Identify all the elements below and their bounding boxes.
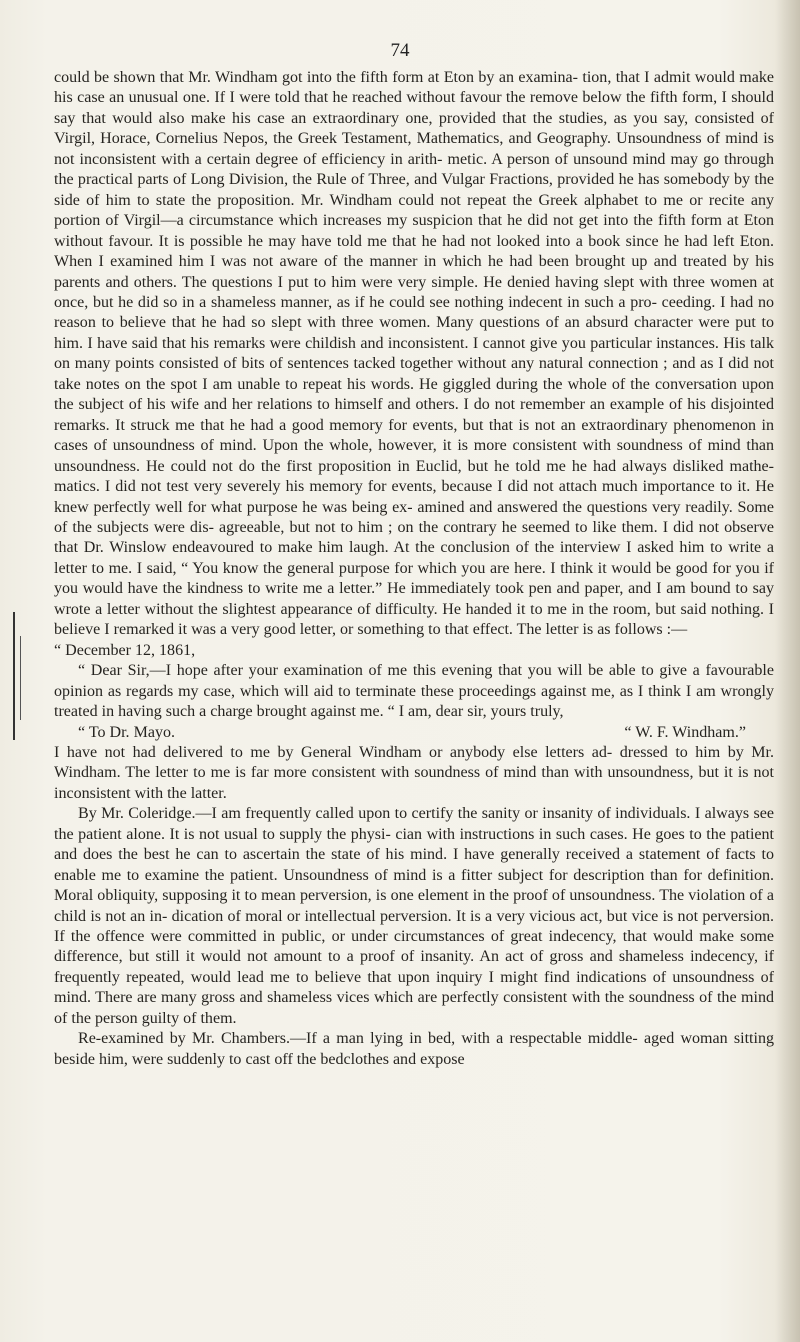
letter-signoff-line (54, 723, 774, 743)
letter-signature: “ W. F. Windham.” (624, 723, 746, 741)
letter-body: “ Dear Sir,—I hope after your examination of me this evening that you will be able to give a favourable opinion as regards my case, which will aid to terminate these proceedings against me, as I think I am wrongly treated in having such a charge brought against me. “ I am, dear sir, yours truly, (54, 662, 774, 721)
paragraph-coleridge: By Mr. Coleridge.—I am frequently called upon to certify the sanity or insanity of individuals. I always see the patient alone. It is not usual to supply the physi- cian with instructions in such cases. He goes to the patient and does the best he can to ascertain the state of his mind. I have generally received a statement of facts to enable me to examine the patient. Unsoundness of mind is a fitter subject for description than for definition. Moral obliquity, supposing it to mean perversion, is one element in the proof of unsoundness. The violation of a child is not an in- dication of moral or intellectual perversion. It is a very vicious act, but vice is not perversion. If the offence were committed in public, or under circumstances of great indecency, that would make some difference, but still it would not amount to a proof of insanity. An act of gross and shameless indecency, if frequently repeated, would lead me to believe that upon inquiry I might find indications of unsoundness of mind. There are many gross and shameless vices which are perfectly consistent with the soundness of the mind of the person guilty of them. (54, 805, 774, 1027)
letter-addressee: “ To Dr. Mayo. (78, 723, 175, 741)
paragraph-chambers: Re-examined by Mr. Chambers.—If a man lying in bed, with a respectable middle- aged woman sitting beside him, were suddenly to cast off the bedclothes and expose (54, 1030, 774, 1068)
letter-date: “ December 12, 1861, (54, 641, 196, 659)
page-edge-shadow (774, 0, 800, 1342)
margin-bracket-inner-mark (20, 636, 27, 720)
paragraph-after-letter: I have not had delivered to me by General Windham or anybody else letters ad- dressed to him by Mr. Windham. The letter to me is far more consistent with soundness of mind than with unsoundness, but it is not inconsistent with the latter. (54, 743, 774, 802)
paragraph-testimony: could be shown that Mr. Windham got into the fifth form at Eton by an examina- tion, that I admit would make his case an unusual one. If I were told that he reached without favour the remove below the fifth form, I should say that would also make his case an extraordinary one, provided that the studies, as you say, consisted of Virgil, Horace, Cornelius Nepos, the Greek Testament, Mathematics, and Geography. Unsoundness of mind is not inconsistent with a certain degree of efficiency in arith- metic. A person of unsound mind may go through the practical parts of Long Division, the Rule of Three, and Vulgar Fractions, provided he has somebody by the side of him to state the proposition. Mr. Windham could not repeat the Greek alphabet to me or recite any portion of Virgil—a circumstance which increases my suspicion that he did not get into the fifth form at Eton without favour. It is possible he may have told me that he had not looked into a book since he had left Eton. When I examined him I was not aware of the manner in which he had been brought up and treated by his parents and others. The questions I put to him were very simple. He denied having slept with three women at once, but he did so in a shameless manner, as if he could see nothing indecent in such a pro- ceeding. I had no reason to believe that he had so slept with three women. Many questions of an absurd character were put to him. I have said that his remarks were childish and inconsistent. I cannot give you particular instances. His talk on many points consisted of bits of sentences tacked together without any natural connection ; and as I did not take notes on the spot I am unable to repeat his words. He giggled during the whole of the conversation upon the subject of his wife and her relations to himself and others. I do not remember an example of his disjointed remarks. It struck me that he had a good memory for events, but that is not an extraordinary phenomenon in cases of unsoundness of mind. Upon the whole, however, it is more consistent with soundness of mind than unsoundness. He could not do the first proposition in Euclid, but he told me he had always disliked mathe- matics. I did not test very severely his memory for events, because I did not attach much importance to it. He knew perfectly well for what purpose he was being ex- amined and answered the questions very readily. Some of the subjects were dis- agreeable, but not to him ; on the contrary he seemed to like them. I did not observe that Dr. Winslow endeavoured to make him laugh. At the conclusion of the interview I asked him to write a letter to me. I said, “ You know the general purpose for which you are here. I think it would be good for you if you would have the kindness to write me a letter.” He immediately took pen and paper, and I am bound to say wrote a letter without the slightest appearance of difficulty. He handed it to me in the room, but said nothing. I believe I remarked it was a very good letter, or something to that effect. The letter is as follows :— (54, 69, 774, 639)
page-number: 74 (390, 40, 410, 61)
body-text (54, 68, 774, 1070)
